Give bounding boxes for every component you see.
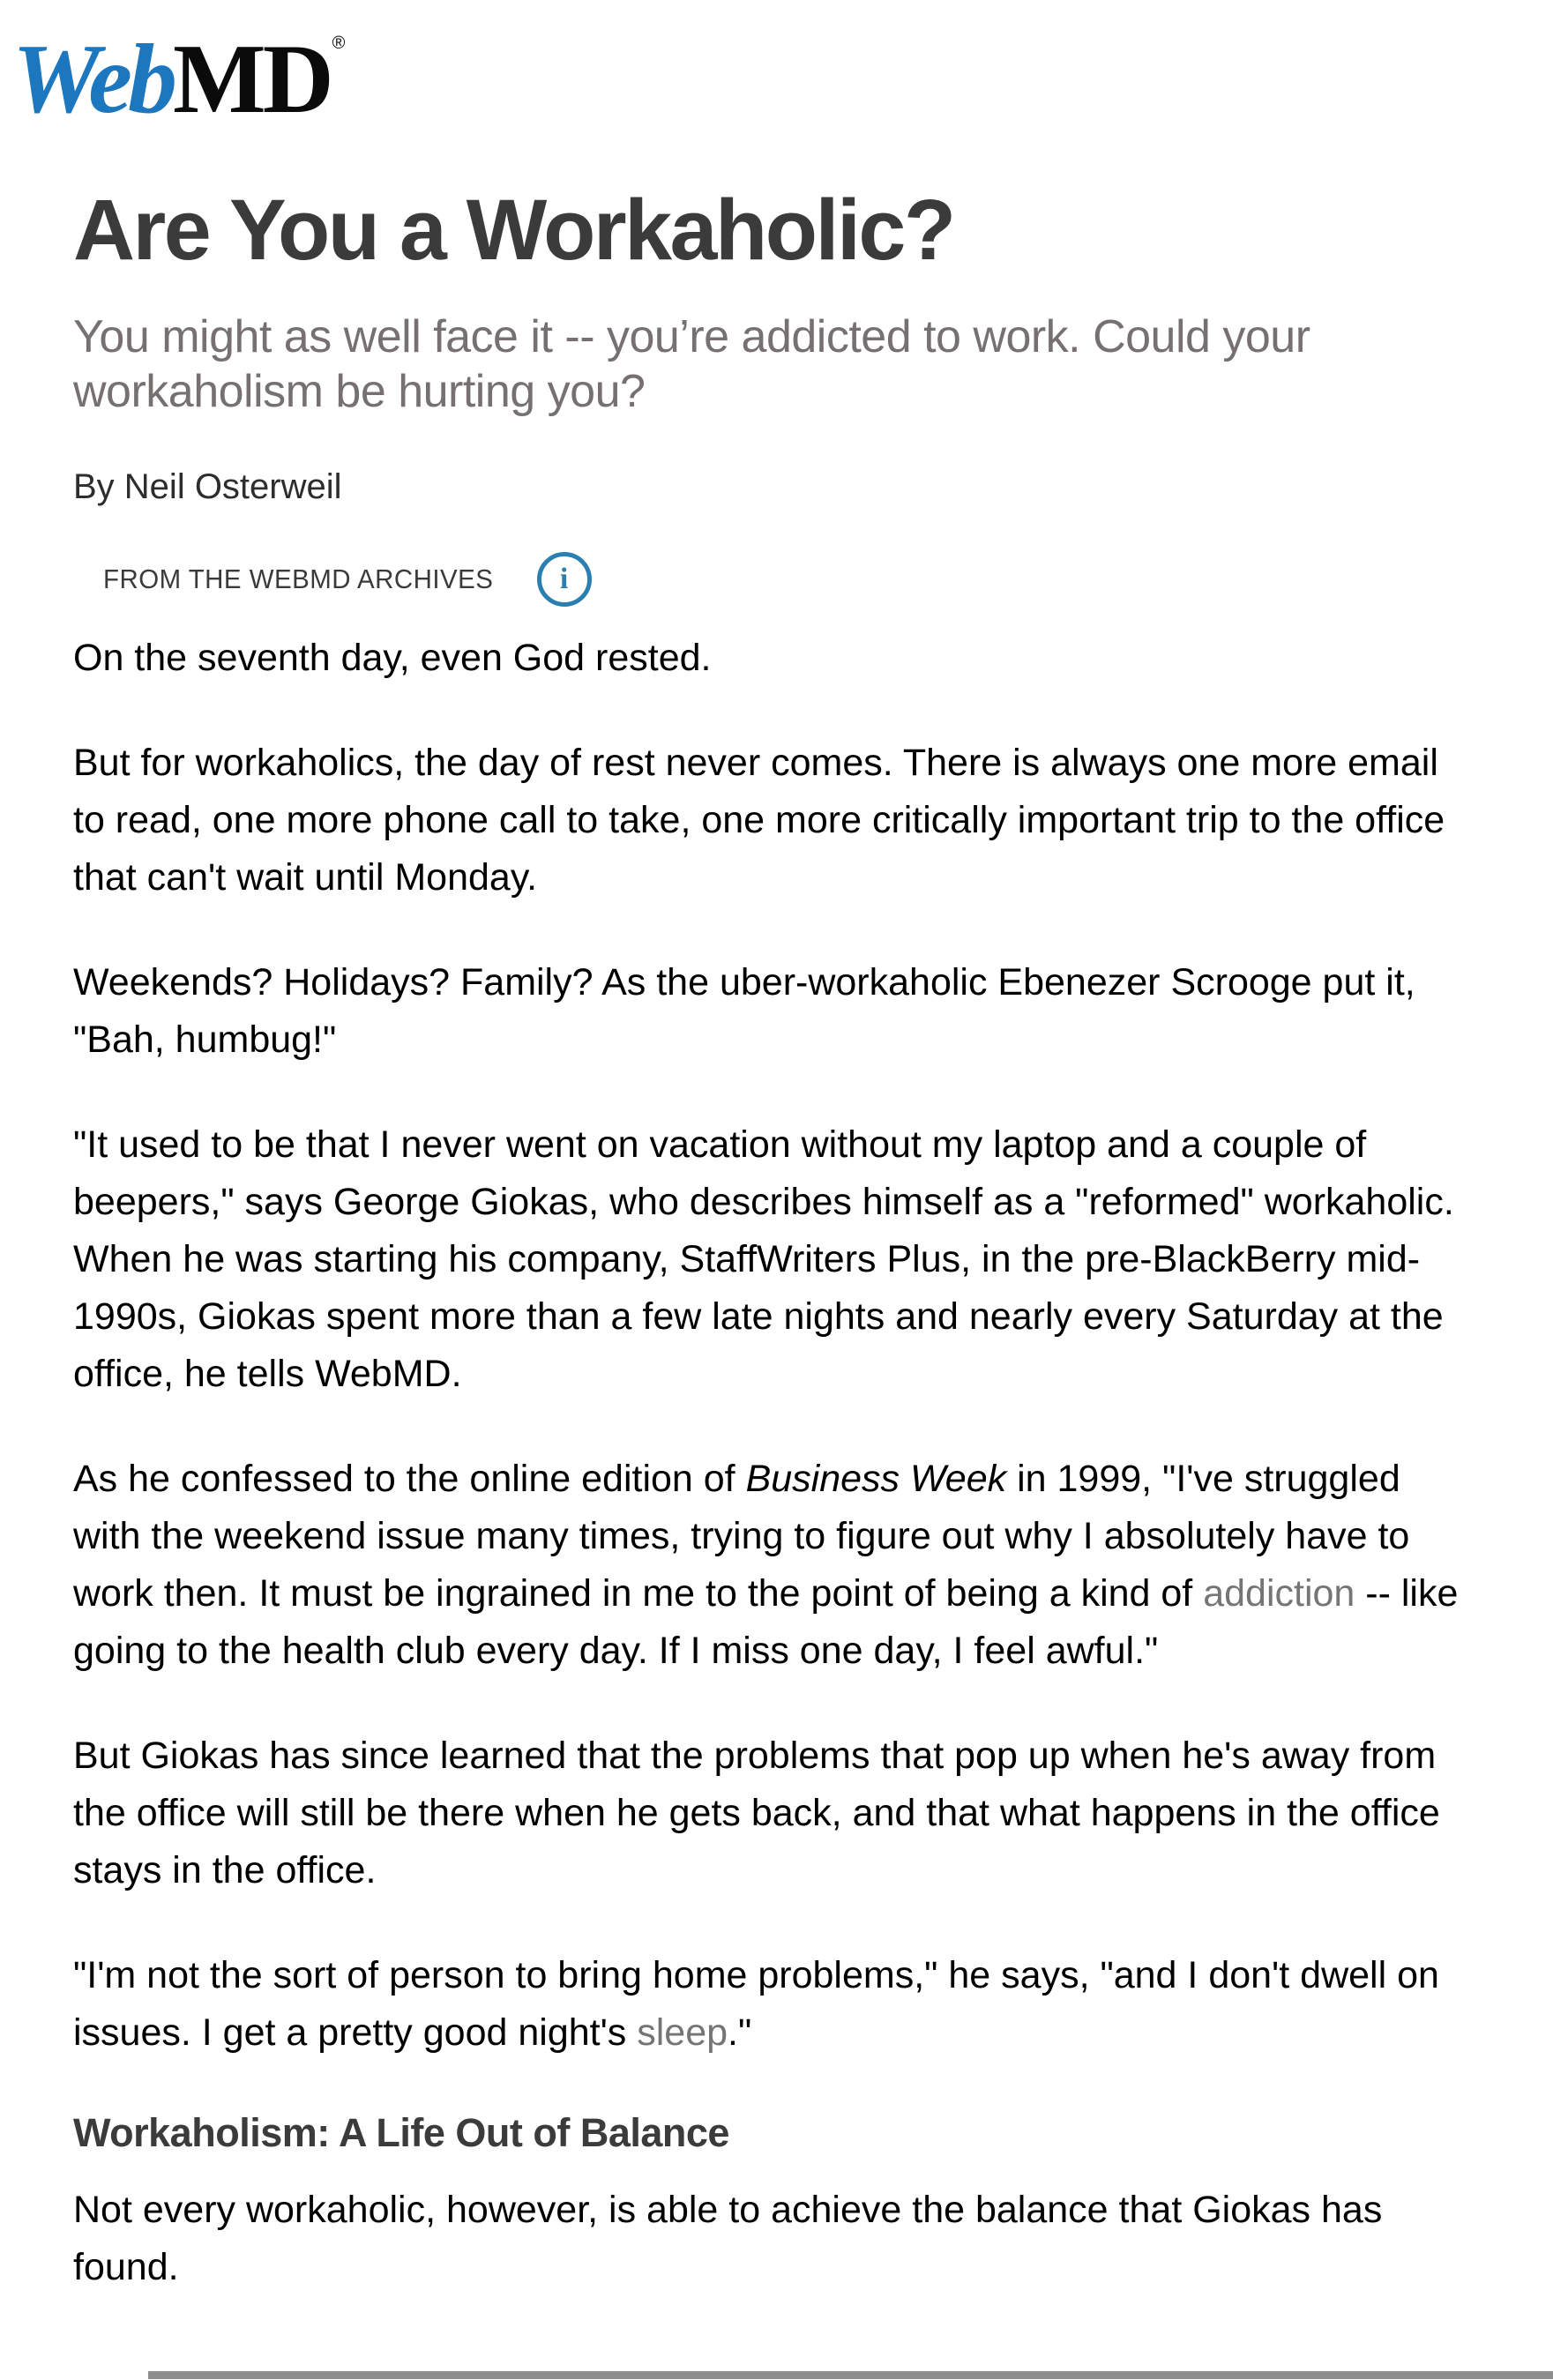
subtitle-line-1: You might as well face it -- you’re addicted to work. Could your [73, 310, 1310, 362]
body-text: But for workaholics, the day of rest never comes. There is always one more email to read, one more phone call to take, one more critically important trip to the office that can't wait until Monday. [73, 741, 1445, 899]
paragraph [73, 735, 1467, 906]
info-icon-glyph: i [559, 562, 569, 595]
inline-link[interactable]: addiction [1203, 1571, 1355, 1615]
body-text: in 1999, "I've struggled with the weekend issue many times, trying to figure out why I absolutely have to work then. It must be ingrained in me to the point of being a kind of [73, 1457, 1410, 1615]
subtitle-line-2: workaholism be hurting you? [73, 365, 646, 417]
paragraph [73, 1116, 1467, 1403]
paragraph [73, 1947, 1467, 2062]
body-text: -- like going to the health club every day. If I miss one day, I feel awful." [73, 1571, 1459, 1672]
body-text: Weekends? Holidays? Family? As the uber-workaholic Ebenezer Scrooge put it, "Bah, humbug!" [73, 960, 1415, 1061]
body-text: Not every workaholic, however, is able to achieve the balance that Giokas has found. [73, 2188, 1383, 2288]
paragraph [73, 1451, 1467, 1680]
article-body [73, 630, 1467, 2296]
logo-web-text: Web [12, 25, 173, 134]
webmd-logo[interactable] [12, 25, 346, 134]
section-heading: Workaholism: A Life Out of Balance [73, 2109, 729, 2155]
article-content [0, 182, 1553, 2296]
paragraph [73, 1727, 1467, 1899]
logo-md-text: MD [172, 25, 331, 134]
body-text: But Giokas has since learned that the problems that pop up when he's away from the office will still be there when he gets back, and that what happens in the office stays in the office. [73, 1734, 1440, 1891]
body-text: On the seventh day, even God rested. [73, 636, 712, 679]
byline: By Neil Osterweil [73, 466, 342, 506]
article-title: Are You a Workaholic? [73, 182, 954, 278]
article-subtitle [73, 310, 1352, 419]
inline-link[interactable]: sleep [637, 2011, 728, 2054]
paragraph [73, 2182, 1467, 2296]
italic-text: Business Week [745, 1457, 1007, 1500]
body-text: ." [728, 2011, 752, 2054]
archives-label: FROM THE WEBMD ARCHIVES [103, 563, 494, 594]
body-text: As he confessed to the online edition of [73, 1457, 746, 1500]
archives-row [103, 552, 1482, 607]
registered-trademark-icon: ® [332, 34, 346, 53]
paragraph [73, 954, 1467, 1069]
paragraph [73, 630, 1467, 687]
body-text: "I'm not the sort of person to bring home problems," he says, "and I don't dwell on issues. I get a pretty good night's [73, 1953, 1439, 2054]
info-icon[interactable] [537, 552, 592, 607]
body-text: "It used to be that I never went on vacation without my laptop and a couple of beepers," says George Giokas, who describes himself as a "reformed" workaholic. When he was starting his company, StaffWriters Plus, in the pre-BlackBerry mid-1990s, Giokas spent more than a few late nights and nearly every Saturday at the office, he tells WebMD. [73, 1123, 1454, 1395]
bottom-divider [148, 2371, 1553, 2379]
